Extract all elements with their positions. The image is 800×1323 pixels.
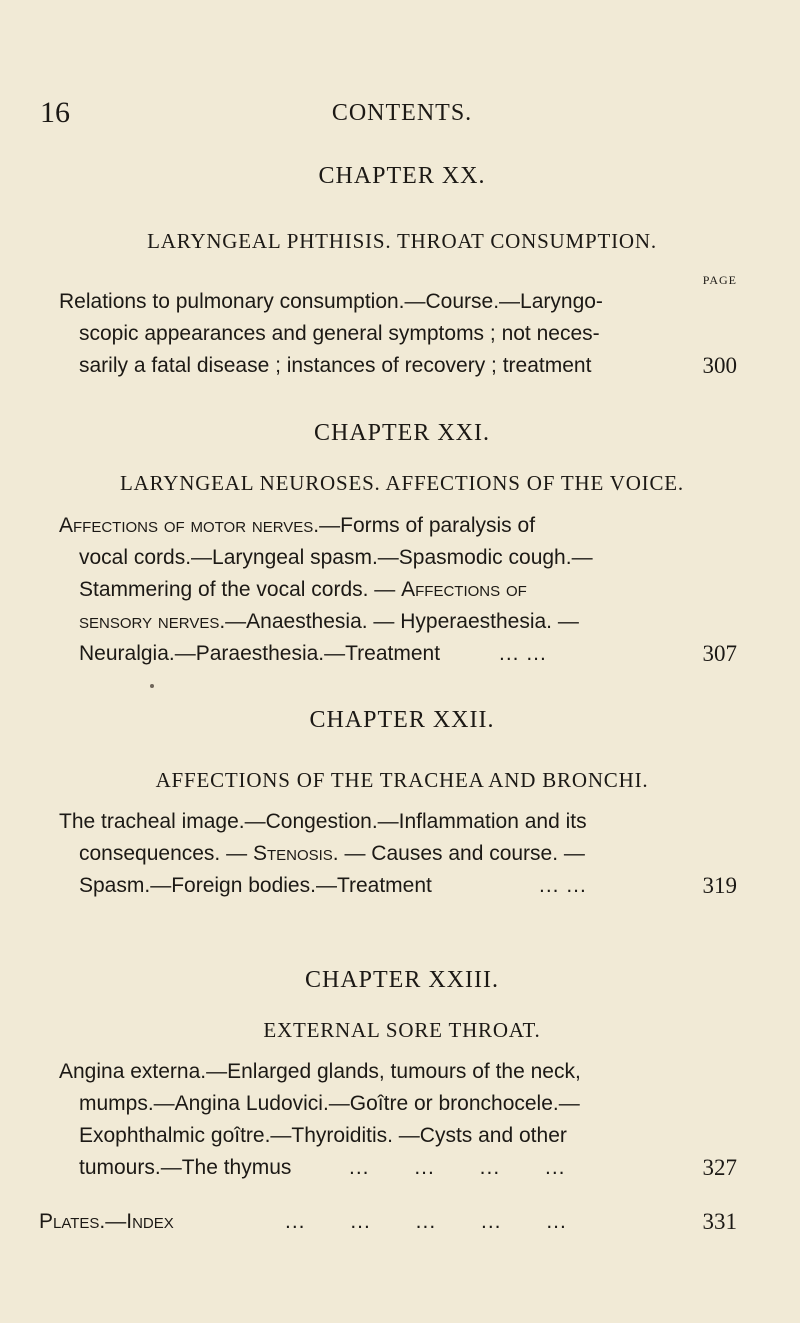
entry-line: Relations to pulmonary consumption.—Course.—Laryngo- xyxy=(59,290,603,313)
running-head xyxy=(40,96,764,136)
chapter-heading-xxiii: CHAPTER XXIII. xyxy=(305,967,499,993)
page-reference: 331 xyxy=(702,1209,737,1234)
entry-line: Angina externa.—Enlarged glands, tumours of the neck, xyxy=(59,1060,581,1083)
entry-line-text: Stammering of the vocal cords. — xyxy=(79,578,402,601)
entry-line: mumps.—Angina Ludovici.—Goître or bronchocele.— xyxy=(79,1092,580,1115)
entry-line xyxy=(39,1206,737,1238)
chapter-title-xxii: AFFECTIONS OF THE TRACHEA AND BRONCHI. xyxy=(155,768,649,792)
entry-line-text: consequences. — xyxy=(79,842,253,865)
entry-line xyxy=(59,606,737,638)
chapter-title-xx: LARYNGEAL PHTHISIS. THROAT CONSUMPTION. xyxy=(147,229,657,253)
entry-line-text: Neuralgia.—Paraesthesia.—Treatment xyxy=(79,642,441,665)
dot-leader: ... ... xyxy=(539,874,587,897)
entry-line: vocal cords.—Laryngeal spasm.—Spasmodic cough.— xyxy=(79,546,593,569)
entry-line: scopic appearances and general symptoms ; not neces- xyxy=(79,322,600,345)
entry-smallcaps: sensory nerves. xyxy=(79,610,226,633)
chapter-entry-xxii xyxy=(59,806,737,902)
chapter-title-xxi: LARYNGEAL NEUROSES. AFFECTIONS OF THE VOICE. xyxy=(120,471,684,495)
dot-leader: ... ... xyxy=(499,642,547,665)
entry-line xyxy=(59,638,737,670)
chapter-entry-xxi xyxy=(59,510,737,670)
page-reference: 307 xyxy=(702,641,737,666)
entry-line-text: —Forms of paralysis of xyxy=(319,514,536,537)
chapter-heading-xx: CHAPTER XX. xyxy=(318,163,486,189)
entry-smallcaps: Affections of motor nerves. xyxy=(59,514,320,537)
chapter-heading-xxii: CHAPTER XXII. xyxy=(309,707,495,733)
page-reference: 327 xyxy=(702,1155,737,1180)
chapter-title-xxiii: EXTERNAL SORE THROAT. xyxy=(263,1018,541,1042)
page-reference: 300 xyxy=(702,353,737,378)
entry-smallcaps: Plates.—Index xyxy=(39,1210,174,1233)
entry-line-text: —Anaesthesia. — Hyperaesthesia. — xyxy=(225,610,579,633)
page-reference: 319 xyxy=(702,873,737,898)
entry-line xyxy=(59,350,737,382)
entry-line xyxy=(59,510,737,542)
entry-line xyxy=(59,870,737,902)
entry-line xyxy=(59,574,737,606)
entry-smallcaps: Affections of xyxy=(401,578,527,601)
page-number: 16 xyxy=(40,96,70,129)
dot-leader: ... ... ... ... xyxy=(349,1156,566,1179)
chapter-entry-xxiii xyxy=(59,1056,737,1184)
running-title: CONTENTS. xyxy=(331,100,473,126)
entry-line: The tracheal image.—Congestion.—Inflammation and its xyxy=(59,810,587,833)
entry-smallcaps: Stenosis. xyxy=(252,842,339,865)
chapter-heading-xxi: CHAPTER XXI. xyxy=(313,420,490,446)
page-column-label: PAGE xyxy=(702,273,737,287)
entry-line xyxy=(59,838,737,870)
dot-leader: ... ... ... ... ... xyxy=(285,1210,567,1233)
entry-line-text: sarily a fatal disease ; instances of recovery ; treatment xyxy=(79,354,592,377)
entry-line xyxy=(59,1152,737,1184)
entry-line-text: tumours.—The thymus xyxy=(79,1156,292,1179)
paper-speck xyxy=(150,684,154,688)
entry-line: Exophthalmic goître.—Thyroiditis. —Cysts and other xyxy=(79,1124,567,1147)
chapter-entry-xx xyxy=(59,286,737,382)
entry-line-text: — Causes and course. — xyxy=(338,842,585,865)
entry-line-text: Spasm.—Foreign bodies.—Treatment xyxy=(79,874,432,897)
final-entry xyxy=(39,1206,737,1238)
